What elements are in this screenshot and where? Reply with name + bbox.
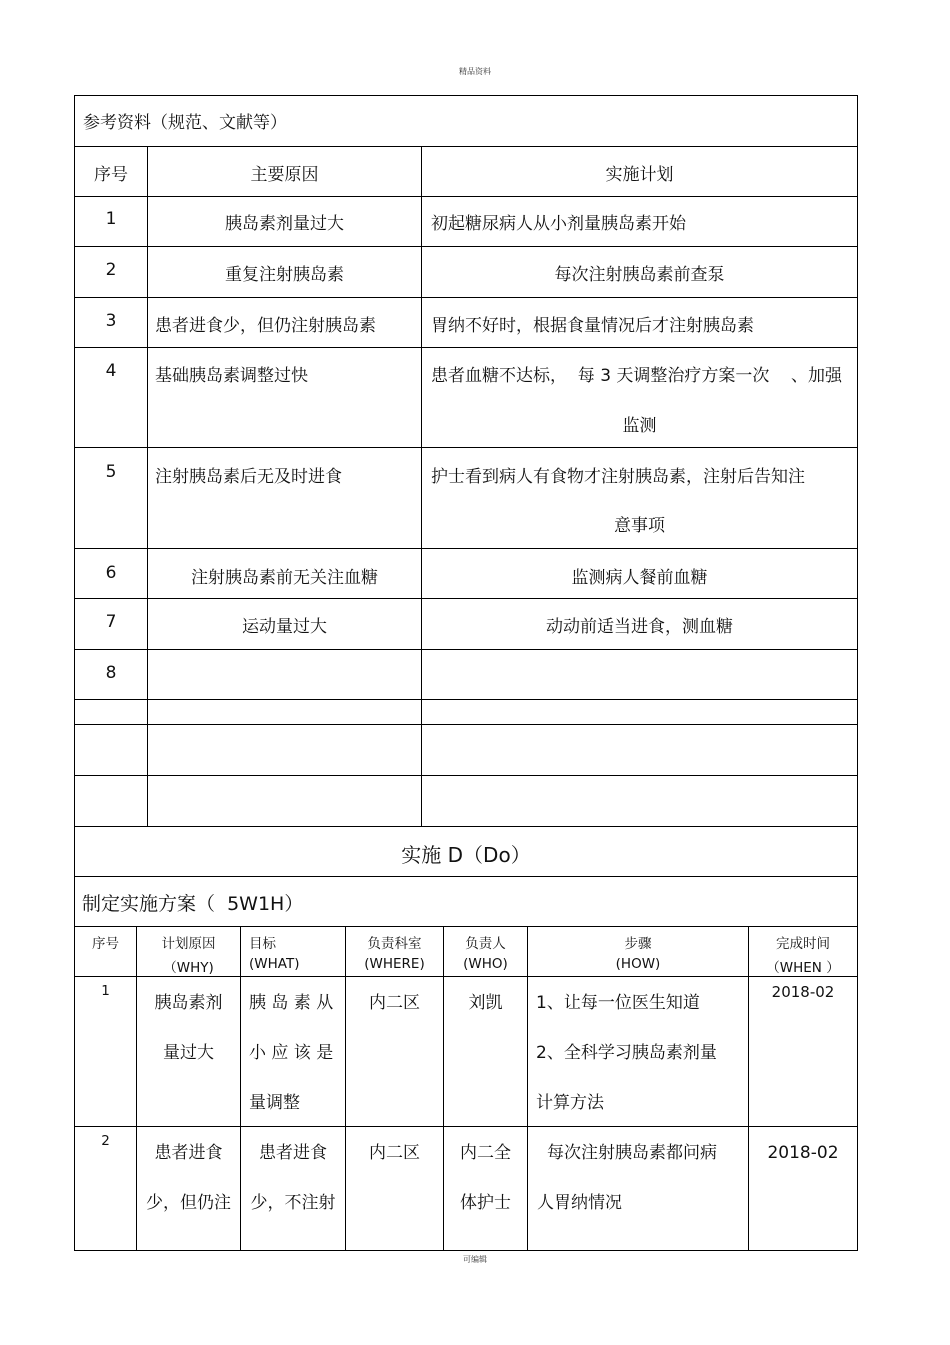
cause-text: 重复注射胰岛素 — [225, 265, 344, 285]
row-number: 7 — [105, 612, 117, 632]
do-section-row — [75, 827, 857, 877]
how-line: 2、全科学习胰岛素剂量 — [536, 1043, 717, 1063]
plan-text: 每次注射胰岛素前查泵 — [554, 265, 725, 285]
table-row — [75, 599, 857, 650]
table-row-empty — [75, 776, 857, 827]
plan-row-number: 2 — [101, 1133, 110, 1149]
cause-text: 基础胰岛素调整过快 — [155, 366, 308, 386]
cause-text: 注射胰岛素后无及时进食 — [155, 467, 342, 487]
when-text: 2018-02 — [767, 1143, 839, 1163]
plan-row-number: 1 — [101, 983, 110, 999]
table-row — [75, 197, 857, 247]
row-number: 6 — [105, 563, 117, 583]
plan-row — [75, 977, 857, 1127]
table-row — [75, 549, 857, 599]
where-text: 内二区 — [369, 1143, 420, 1163]
col-header-no: 序号 — [94, 165, 128, 185]
table-row — [75, 348, 857, 448]
header-when-en: （WHEN ） — [766, 960, 840, 976]
cause-text: 运动量过大 — [242, 617, 327, 637]
how-line: 计算方法 — [536, 1093, 604, 1113]
header-why: 计划原因 — [161, 936, 216, 952]
plan-text-line1: 患者血糖不达标， 每 3 天调整治疗方案一次 、加强 — [431, 366, 843, 386]
page-footer-note: 可编辑 — [463, 1255, 487, 1264]
plan-row — [75, 1127, 857, 1250]
how-line: 人胃纳情况 — [537, 1193, 622, 1213]
row-number: 3 — [105, 311, 117, 331]
plan-text-line2: 监测 — [622, 416, 657, 436]
what-line: 少，不注射 — [250, 1193, 336, 1213]
what-line: 量调整 — [249, 1093, 300, 1113]
table2-header-row — [75, 927, 857, 977]
table-row-empty — [75, 725, 857, 776]
scheme-title: 制定实施方案（ 5W1H） — [82, 893, 304, 915]
table-row — [75, 448, 857, 549]
table-row — [75, 247, 857, 298]
table1-header-row — [75, 147, 857, 197]
table-row — [75, 298, 857, 348]
page-header-note: 精品资料 — [459, 67, 491, 76]
how-line: 1、让每一位医生知道 — [536, 993, 700, 1013]
why-line: 胰岛素剂 — [154, 993, 223, 1013]
plan-text-line2: 意事项 — [614, 516, 665, 536]
plan-text: 动动前适当进食，测血糖 — [546, 617, 733, 637]
table-row — [75, 650, 857, 700]
row-number: 8 — [105, 663, 117, 683]
why-line: 少，但仍注 — [146, 1193, 231, 1213]
header-who: 负责人 — [465, 936, 506, 952]
row-number: 1 — [105, 209, 117, 229]
header-who-en: (WHO) — [463, 956, 508, 972]
where-text: 内二区 — [369, 993, 420, 1013]
what-line: 小 应 该 是 — [249, 1043, 334, 1063]
header-how: 步骤 — [624, 936, 652, 952]
header-when: 完成时间 — [776, 936, 830, 952]
header-why-en: （WHY) — [163, 960, 214, 976]
row-number: 2 — [105, 260, 117, 280]
who-line: 内二全 — [460, 1143, 511, 1163]
row-number: 4 — [105, 361, 117, 381]
what-line: 胰 岛 素 从 — [249, 993, 334, 1013]
plan-text-line1: 护士看到病人有食物才注射胰岛素，注射后告知注 — [431, 467, 805, 487]
col-header-plan: 实施计划 — [605, 165, 674, 185]
header-what-en: (WHAT) — [249, 956, 300, 972]
header-how-en: (HOW) — [615, 956, 661, 972]
col-header-cause: 主要原因 — [250, 165, 319, 185]
references-row — [75, 96, 857, 147]
do-section-title: 实施 D（Do） — [401, 843, 531, 867]
scheme-title-row — [75, 877, 857, 927]
why-line: 患者进食 — [154, 1143, 223, 1163]
references-label: 参考资料（规范、文献等） — [83, 113, 287, 133]
who-text: 刘凯 — [468, 993, 503, 1013]
header-no: 序号 — [92, 936, 119, 952]
what-line: 患者进食 — [259, 1143, 327, 1163]
plan-text: 初起糖尿病人从小剂量胰岛素开始 — [431, 214, 686, 234]
table-row-empty — [75, 700, 857, 725]
cause-text: 患者进食少，但仍注射胰岛素 — [155, 316, 376, 336]
pdca-form — [74, 95, 858, 1251]
when-text: 2018-02 — [771, 983, 835, 1001]
header-where-en: (WHERE) — [364, 956, 425, 972]
header-what: 目标 — [249, 936, 276, 952]
cause-text: 胰岛素剂量过大 — [225, 214, 344, 234]
why-line: 量过大 — [163, 1043, 214, 1063]
cause-text: 注射胰岛素前无关注血糖 — [191, 568, 378, 588]
row-number: 5 — [105, 462, 117, 482]
plan-text: 监测病人餐前血糖 — [571, 568, 708, 588]
header-where: 负责科室 — [367, 936, 422, 952]
who-line: 体护士 — [460, 1193, 511, 1213]
how-line: 每次注射胰岛素都问病 — [547, 1143, 717, 1163]
plan-text: 胃纳不好时，根据食量情况后才注射胰岛素 — [431, 316, 754, 336]
